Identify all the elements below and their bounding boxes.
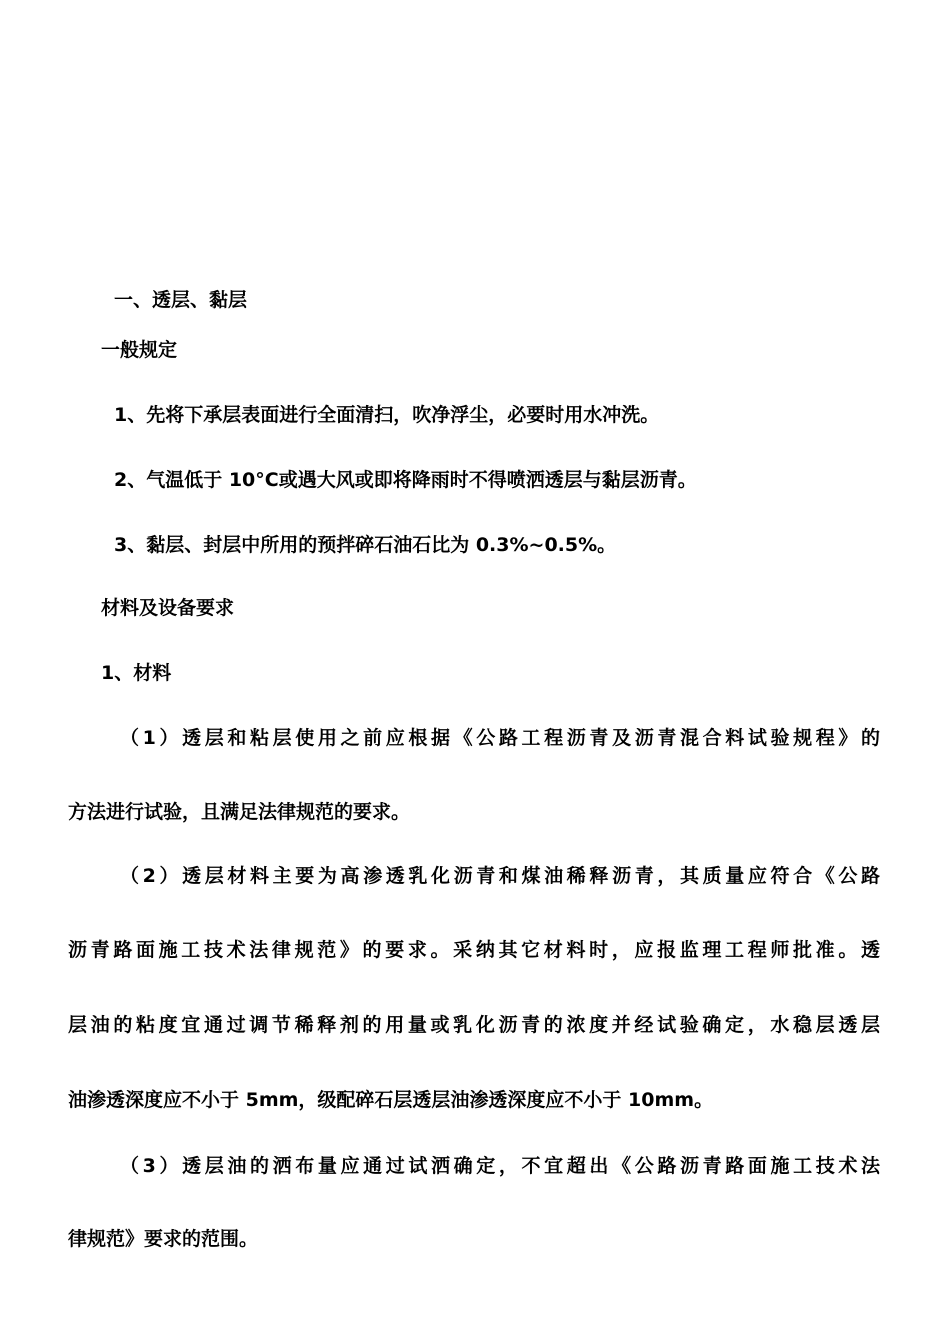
paragraph-line: （1）透层和粘层使用之前应根据《公路工程沥青及沥青混合料试验规程》的 [120, 727, 880, 749]
section-title: 一、透层、黏层 [114, 289, 248, 311]
rule-item: 1、先将下承层表面进行全面清扫，吹净浮尘，必要时用水冲洗。 [114, 404, 660, 426]
materials-heading: 材料及设备要求 [101, 597, 235, 619]
general-rules-heading: 一般规定 [101, 339, 178, 361]
paragraph-line: 方法进行试验，且满足法律规范的要求。 [68, 801, 411, 823]
paragraph-line: 律规范》要求的范围。 [68, 1228, 259, 1250]
paragraph-line: （3）透层油的洒布量应通过试洒确定，不宜超出《公路沥青路面施工技术法 [120, 1155, 880, 1177]
rule-item: 2、气温低于 10°C或遇大风或即将降雨时不得喷洒透层与黏层沥青。 [114, 469, 697, 491]
rule-item: 3、黏层、封层中所用的预拌碎石油石比为 0.3%~0.5%。 [114, 534, 617, 556]
paragraph-line: 沥青路面施工技术法律规范》的要求。采纳其它材料时，应报监理工程师批准。透 [68, 939, 880, 961]
paragraph-line: （2）透层材料主要为高渗透乳化沥青和煤油稀释沥青，其质量应符合《公路 [120, 865, 880, 887]
paragraph-line: 油渗透深度应不小于 5mm，级配碎石层透层油渗透深度应不小于 10mm。 [68, 1089, 714, 1111]
paragraph-line: 层油的粘度宜通过调节稀释剂的用量或乳化沥青的浓度并经试验确定，水稳层透层 [68, 1014, 880, 1036]
materials-subheading: 1、材料 [101, 662, 172, 684]
